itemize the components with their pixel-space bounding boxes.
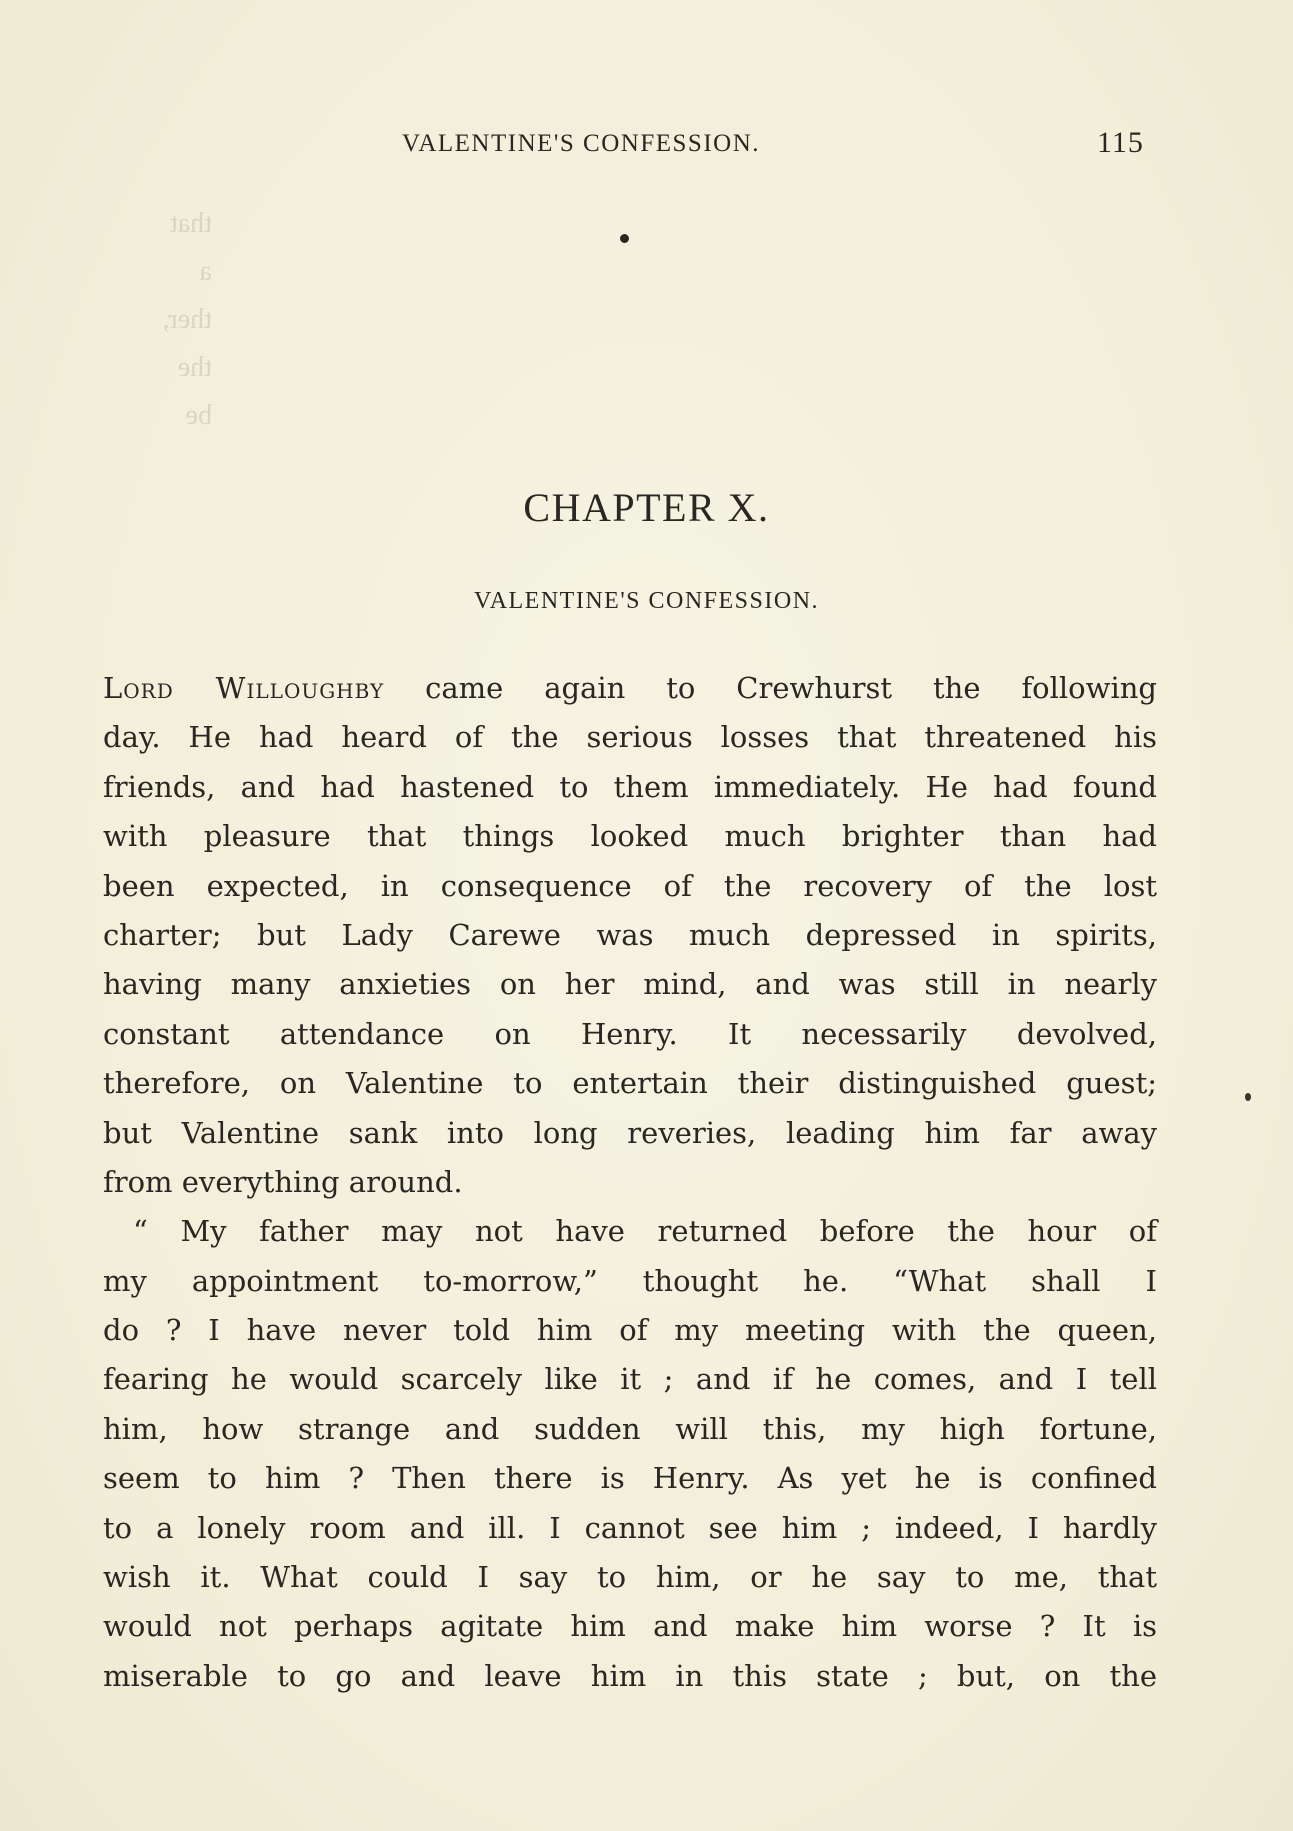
text-line: Lord Willoughby came again to Crewhurst the following [103, 671, 1157, 705]
text-line: miserable to go and leave him in this state ; but, on the [103, 1658, 1157, 1693]
running-head-title: VALENTINE'S CONFESSION. [402, 130, 761, 157]
text-line: therefore, on Valentine to entertain their distinguished guest; [103, 1066, 1157, 1101]
text-line: been expected, in consequence of the recovery of the lost [103, 868, 1157, 903]
text-line: to a lonely room and ill. I cannot see him ; indeed, I hardly [103, 1510, 1157, 1545]
show-through-text: that a ther, the be [162, 208, 212, 431]
printer-dot [620, 234, 629, 243]
text-line: do ? I have never told him of my meeting with the queen, [103, 1313, 1157, 1348]
page-number: 115 [1097, 126, 1144, 159]
text-line: but Valentine sank into long reveries, leading him far away [103, 1115, 1157, 1150]
body-text [103, 664, 1157, 1701]
text-line: having many anxieties on her mind, and was still in nearly [103, 967, 1157, 1002]
text-line: constant attendance on Henry. It necessarily devolved, [103, 1016, 1157, 1051]
text-line: him, how strange and sudden will this, my high fortune, [103, 1411, 1157, 1446]
text-line: would not perhaps agitate him and make him worse ? It is [103, 1609, 1157, 1644]
margin-mark [1245, 1093, 1251, 1101]
text-line: with pleasure that things looked much brighter than had [103, 819, 1157, 854]
text-line: friends, and had hastened to them immediately. He had found [103, 769, 1157, 804]
text-line: fearing he would scarcely like it ; and if he comes, and I tell [103, 1362, 1157, 1397]
chapter-title: CHAPTER X. [523, 485, 770, 530]
text-line: “ My father may not have returned before the hour of [133, 1214, 1157, 1249]
text-line: seem to him ? Then there is Henry. As yet he is confined [103, 1461, 1157, 1496]
running-head [0, 124, 1293, 164]
chapter-subtitle: VALENTINE'S CONFESSION. [473, 588, 820, 614]
text-line: charter; but Lady Carewe was much depressed in spirits, [103, 917, 1157, 952]
text-line: wish it. What could I say to him, or he say to me, that [103, 1560, 1157, 1595]
text-line: day. He had heard of the serious losses that threatened his [103, 720, 1157, 755]
text-line: my appointment to-morrow,” thought he. “What shall I [103, 1263, 1157, 1298]
text-line: from everything around. [103, 1164, 463, 1199]
opening-small-caps: Lord Willoughby [103, 671, 385, 705]
